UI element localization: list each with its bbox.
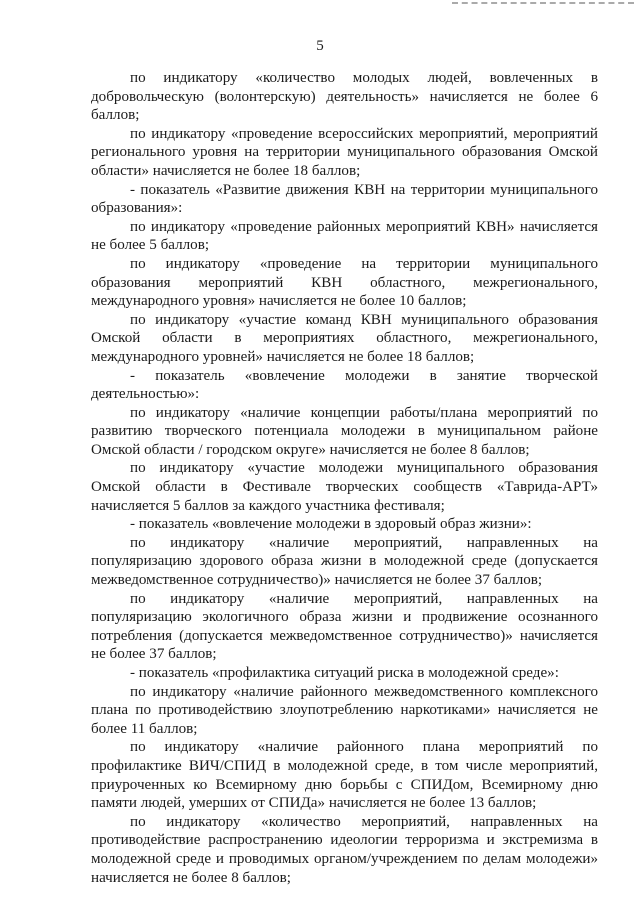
- paragraph: по индикатору «участие молодежи муниципального образования Омской области в Фестивале творческих сообществ «Таврида-АРТ» начисляется 5 баллов за каждого участника фестиваля;: [91, 460, 598, 514]
- paragraph: по индикатору «участие команд КВН муниципального образования Омской области в мероприятиях областного, межрегионального, международного уровней» начисляется не более 18 баллов;: [91, 311, 598, 365]
- paragraph: по индикатору «проведение на территории муниципального образования мероприятий КВН областного, межрегионального, международного уровня» начисляется не более 10 баллов;: [91, 255, 598, 310]
- paragraph: по индикатору «наличие районного межведомственного комплексного плана по противодействию злоупотреблению наркотиками» начисляется не более 11 баллов;: [91, 683, 598, 737]
- paragraph: по индикатору «наличие мероприятий, направленных на популяризацию здорового образа жизни в молодежной среде (допускается межведомственное сотрудничество)» начисляется не более 37 баллов;: [91, 534, 598, 589]
- paragraph: - показатель «вовлечение молодежи в занятие творческой деятельностью»:: [91, 367, 598, 403]
- paragraph: - показатель «профилактика ситуаций риска в молодежной среде»:: [130, 665, 559, 681]
- page-number: 5: [316, 38, 324, 54]
- top-edge-mark: [452, 2, 634, 7]
- paragraph: - показатель «Развитие движения КВН на территории муниципального образования»:: [91, 181, 598, 217]
- paragraph: по индикатору «проведение районных мероприятий КВН» начисляется не более 5 баллов;: [91, 218, 598, 254]
- paragraph: по индикатору «количество молодых людей, вовлеченных в добровольческую (волонтерскую) деятельность» начисляется не более 6 баллов;: [91, 70, 598, 124]
- paragraph: по индикатору «наличие районного плана мероприятий по профилактике ВИЧ/СПИД в молодежной среде, в том числе мероприятий, приуроченных ко Всемирному дню борьбы с СПИДом, Всемирному дню памяти людей, умерших от СПИДа» начисляется не более 13 баллов;: [91, 739, 598, 812]
- paragraph: по индикатору «наличие концепции работы/плана мероприятий по развитию творческого потенциала молодежи в муниципальном районе Омской области / городском округе» начисляется не более 8 баллов;: [91, 404, 598, 458]
- document-body: [91, 69, 598, 887]
- paragraph: по индикатору «количество мероприятий, направленных на противодействие распространению идеологии терроризма и экстремизма в молодежной среде и проводимых органом/учреждением по делам молодежи» начисляется не более 8 баллов;: [91, 813, 598, 886]
- paragraph: по индикатору «наличие мероприятий, направленных на популяризацию экологичного образа жизни и продвижение осознанного потребления (допускается межведомственное сотрудничество)» начисляется не более 37 баллов;: [91, 590, 598, 663]
- paragraph: - показатель «вовлечение молодежи в здоровый образ жизни»:: [130, 516, 532, 533]
- paragraph: по индикатору «проведение всероссийских мероприятий, мероприятий регионального уровня на территории муниципального образования Омской области» начисляется не более 18 баллов;: [91, 125, 598, 179]
